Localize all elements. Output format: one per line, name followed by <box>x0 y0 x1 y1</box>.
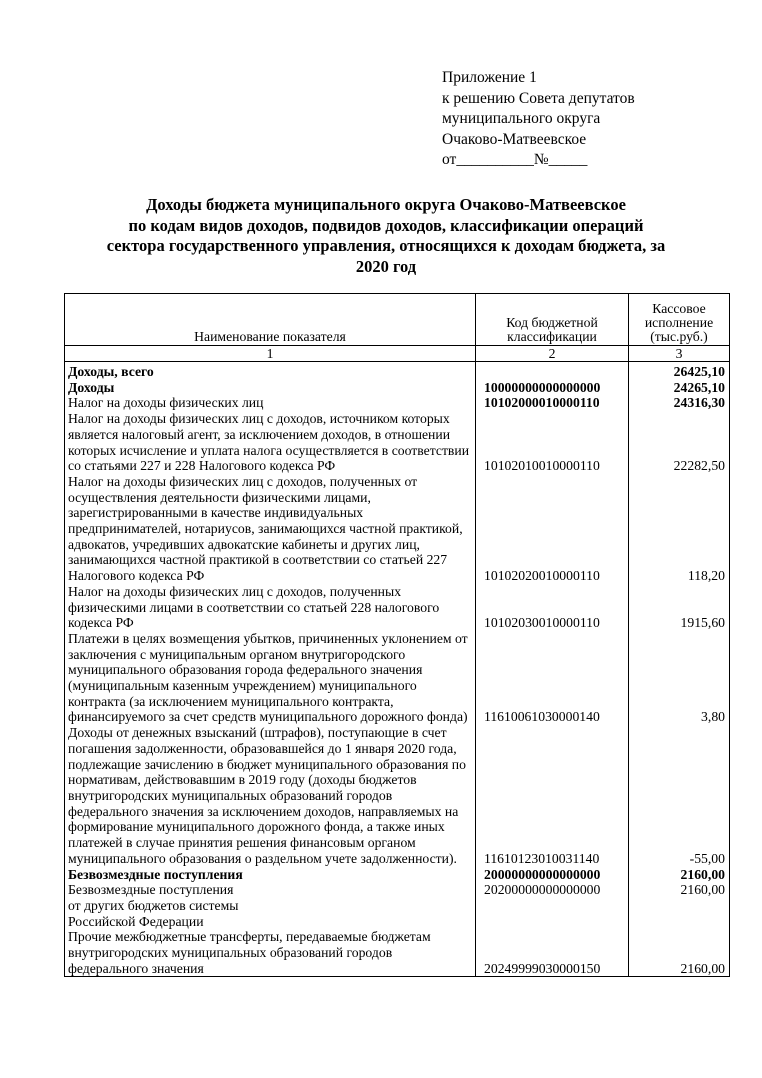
appendix-line-2: к решению Совета депутатов <box>442 89 635 107</box>
header-value-line-3: (тыс.руб.) <box>650 329 708 344</box>
row-value: 2160,00 <box>629 867 730 883</box>
title-line-1: Доходы бюджета муниципального округа Очаково-Матвеевское <box>146 195 626 214</box>
title-line-3: сектора государственного управления, относящихся к доходам бюджета, за <box>106 236 666 255</box>
header-value-line-1: Кассовое <box>652 301 706 316</box>
table-header-row <box>65 294 730 346</box>
row-name: Безвозмездные поступления <box>65 867 476 883</box>
table-row <box>65 631 730 725</box>
title-line-4: 2020 год <box>355 256 417 276</box>
row-value: 3,80 <box>629 631 730 725</box>
row-code: 10102000010000110 <box>476 395 629 411</box>
column-number-row <box>65 346 730 362</box>
header-code-line-1: Код бюджетной <box>506 315 598 330</box>
column-number-1: 1 <box>65 346 476 362</box>
row-name-line-1: Безвозмездные поступления <box>68 882 234 898</box>
table-row <box>65 474 730 584</box>
table-row <box>65 584 730 631</box>
document-title <box>60 195 712 277</box>
row-code: 20200000000000000 <box>476 882 629 929</box>
header-value <box>629 294 730 346</box>
row-value: 24316,30 <box>629 395 730 411</box>
row-code: 11610123010031140 <box>476 725 629 866</box>
appendix-line-5: от__________№_____ <box>442 151 588 168</box>
table-row <box>65 362 730 380</box>
row-name: Доходы, всего <box>65 362 476 380</box>
appendix-line-4: Очаково-Матвеевское <box>442 130 587 148</box>
row-code: 10000000000000000 <box>476 380 629 396</box>
table-row <box>65 929 730 977</box>
appendix-block <box>442 68 635 171</box>
column-number-2: 2 <box>476 346 629 362</box>
row-value: 24265,10 <box>629 380 730 396</box>
row-code: 10102010010000110 <box>476 411 629 474</box>
table-row <box>65 867 730 883</box>
header-code-line-2: классификации <box>507 329 597 344</box>
row-name: Доходы <box>65 380 476 396</box>
row-code <box>476 362 629 380</box>
table-row <box>65 725 730 866</box>
row-code: 20000000000000000 <box>476 867 629 883</box>
table-row <box>65 380 730 396</box>
row-value: 1915,60 <box>629 584 730 631</box>
row-name: Налог на доходы физических лиц <box>65 395 476 411</box>
row-value: 26425,10 <box>629 362 730 380</box>
table-row <box>65 395 730 411</box>
row-value: 118,20 <box>629 474 730 584</box>
row-value: -55,00 <box>629 725 730 866</box>
header-value-line-2: исполнение <box>644 315 714 330</box>
appendix-line-3: муниципального округа <box>442 110 601 127</box>
row-name: Налог на доходы физических лиц с доходов, полученных от осуществления деятельности физическими лицами, зарегистрированными в качестве индивидуальных предпринимателей, нотариусов, занимающихся частной практикой, адвокатов, учредивших адвокатские кабинеты и других лиц, занимающихся частной практикой в соответствии со статьей 227 Налогового кодекса РФ <box>65 474 476 584</box>
appendix-line-1: Приложение 1 <box>442 69 537 86</box>
column-number-3: 3 <box>629 346 730 362</box>
row-name <box>65 882 476 929</box>
row-value: 2160,00 <box>629 929 730 977</box>
row-name: Доходы от денежных взысканий (штрафов), поступающие в счет погашения задолженности, образовавшейся до 1 января 2020 года, подлежащие зачислению в бюджет муниципального образования по нормативам, действовавшим в 2019 году (доходы бюджетов внутригородских муниципальных образований городов федерального значения за исключением доходов, направляемых на формирование муниципального дорожного фонда, а также иных платежей в случае принятия решения финансовым органом муниципального образования о раздельном учете задолженности). <box>65 725 476 866</box>
row-name: Прочие межбюджетные трансферты, передаваемые бюджетам внутригородских муниципальных образований городов федерального значения <box>65 929 476 977</box>
table-row <box>65 882 730 929</box>
row-name-line-2: от других бюджетов системы <box>68 897 239 913</box>
row-name: Налог на доходы физических лиц с доходов, полученных физическими лицами в соответствии со статьей 228 налогового кодекса РФ <box>65 584 476 631</box>
row-code: 10102030010000110 <box>476 584 629 631</box>
table-row <box>65 411 730 474</box>
row-code: 10102020010000110 <box>476 474 629 584</box>
row-name-line-3: Российской Федерации <box>68 913 204 929</box>
row-code: 20249999030000150 <box>476 929 629 977</box>
header-name: Наименование показателя <box>65 294 476 346</box>
title-line-2: по кодам видов доходов, подвидов доходов, классификации операций <box>128 215 644 235</box>
revenue-table <box>64 293 730 977</box>
row-code: 11610061030000140 <box>476 631 629 725</box>
header-code <box>476 294 629 346</box>
row-value: 22282,50 <box>629 411 730 474</box>
row-value: 2160,00 <box>629 882 730 929</box>
row-name: Платежи в целях возмещения убытков, причиненных уклонением от заключения с муниципальным органом внутригородского муниципального образования города федерального значения (муниципальным казенным учреждением) муниципального контракта (за исключением муниципального контракта, финансируемого за счет средств муниципального дорожного фонда) <box>65 631 476 725</box>
row-name: Налог на доходы физических лиц с доходов, источником которых является налоговый агент, за исключением доходов, в отношении которых исчисление и уплата налога осуществляется в соответствии со статьями 227 и 228 Налогового кодекса РФ <box>65 411 476 474</box>
